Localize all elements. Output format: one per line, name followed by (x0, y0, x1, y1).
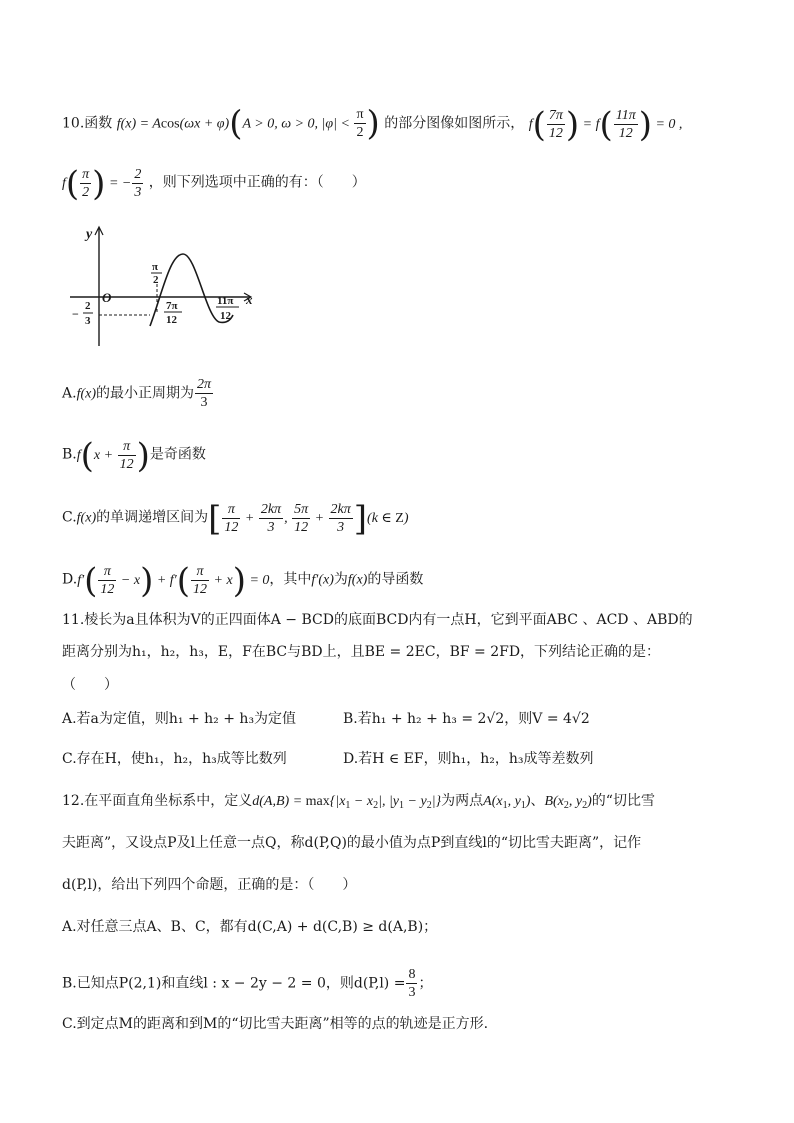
option-d-text2: 为 (333, 571, 348, 588)
q11-option-d: D.若H ∈ EF，则h₁，h₂，h₃成等差数列 (343, 751, 594, 767)
q12-prefix: 12.在平面直角坐标系中，定义 (62, 793, 253, 809)
neg-sign: − (72, 307, 79, 321)
q11-option-b: B.若h₁ + h₂ + h₃ = 2√2，则V = 4√2 (343, 711, 590, 727)
option-d-text3: 的导函数 (367, 571, 424, 588)
q11-option-a: A.若a为定值，则h₁ + h₂ + h₃为定值 (62, 711, 297, 727)
q10-pi-over-2: $\frac{\pi}{2}$ (356, 107, 364, 140)
q10-line1-suffix: 的部分图像如图所示， (384, 115, 525, 132)
q10-conditions: A > 0, ω > 0, |φ| < (242, 116, 354, 132)
q12-line2: 夫距离”，又设点P及l上任意一点Q，称d(P,Q)的最小值为点P到直线l的“切比雪夫距离”，记作 (62, 835, 642, 851)
q12-option-c: C.到定点M的距离和到M的“切比雪夫距离”相等的点的轨迹是正方形. (62, 1016, 489, 1032)
q11-line1: 11.棱长为a且体积为V的正四面体A − BCD的底面BCD内有一点H，它到平面ABC 、ACD 、ABD的 (62, 612, 693, 628)
q10-prefix: 10.函数 (62, 115, 113, 132)
11pi12-den: 12 (220, 310, 231, 322)
q12-option-b (62, 966, 432, 1001)
option-b-label: B. (62, 446, 77, 463)
q10-option-a: A.f(x)的最小正周期为 $\frac{2\pi}{3}$ (62, 377, 212, 410)
option-c-text: 的单调递增区间为 (96, 509, 209, 526)
option-d-label: D. (62, 571, 78, 588)
pi2-label-num: π (152, 261, 159, 273)
q10-graph (62, 222, 262, 350)
q11-line2: 距离分别为h₁，h₂，h₃，E，F在BC与BD上，且BE = 2EC，BF = 2FD，下列结论正确的是： (62, 644, 661, 660)
11pi12-num: 11π (217, 295, 234, 307)
q10-line1: 10.函数 f(x) = Acos(ωx + φ)(A > 0, ω > 0, |φ| < $\frac{\pi}{2}$ ) 的部分图像如图所示， f( $\frac{7\pi}{12}$ ) = f( $\frac{11\pi}{12}$ ) = 0 , (62, 103, 683, 145)
q12-option-b-num: 8 (408, 967, 416, 982)
q11-line3: （ ） (62, 677, 118, 693)
x-axis-label: x (246, 292, 253, 307)
option-c-label: C. (62, 509, 77, 526)
option-a-text: 的最小正周期为 (96, 385, 194, 402)
7pi12-num: 7π (166, 300, 178, 312)
q10-value-at-pi2: f( $\frac{\pi}{2}$ ) = − $\frac{2}{3}$ (62, 163, 142, 204)
q10-option-d: D.f′( $\frac{\pi}{12}$ − x) + f′( $\frac{\pi}{12}$ + x) = 0，其中f′(x)为f(x)的导函数 (62, 560, 424, 601)
q12-option-b-text: B.已知点P(2,1)和直线l : x − 2y − 2 = 0，则d(P,l) = (62, 975, 406, 992)
q12-option-b-den: 3 (408, 985, 416, 1000)
q10-zero-values: f( $\frac{7\pi}{12}$ ) = f( $\frac{11\pi}{12}$ ) = 0 , (528, 104, 683, 145)
q12-option-b-suffix: ； (418, 975, 433, 992)
option-d-text1: ，其中 (269, 571, 312, 588)
neg23-num: 2 (85, 300, 91, 312)
option-b-text: 是奇函数 (149, 446, 206, 463)
q12-suffix: 的“切比雪 (591, 793, 655, 809)
origin-label: O (102, 290, 112, 305)
7pi12-den: 12 (166, 314, 177, 326)
q12-mid: 为两点 (441, 793, 484, 809)
q12-line1: 12.在平面直角坐标系中，定义$d(A,B) = \max\{|x_1 - x_2|$, $|y_1 - y_2|$}为两点$A(x_1$, $y_1$)、$B(x_2$, $y_2$)的“切比雪 (62, 793, 655, 811)
q12-line3: d(P,l)，给出下列四个命题，正确的是：（ ） (62, 877, 357, 893)
pi2-label-den: 2 (153, 274, 159, 286)
q12-option-a: A.对任意三点A、B、C，都有d(C,A) + d(C,B) ≥ d(A,B)； (62, 919, 438, 935)
neg23-den: 3 (85, 315, 91, 327)
option-a-label: A. (62, 385, 77, 402)
q10-option-c: C.f(x)的单调递增区间为[ $\frac{\pi}{12}$ + $\frac{2k\pi}{3}$ , $\frac{5\pi}{12}$ + $\frac{2k\pi}{3}$ ](k ∈ Z) (62, 498, 409, 539)
q10-line2 (62, 163, 366, 204)
q10-prompt: ，则下列选项中正确的有：（ ） (148, 174, 366, 191)
q10-option-b: B.f(x + $\frac{\pi}{12}$ )是奇函数 (62, 435, 206, 476)
q10-function-def: f(x) = Acos(ωx + φ) (116, 116, 230, 132)
q11-option-c: C.存在H，使h₁，h₂，h₃成等比数列 (62, 751, 287, 767)
y-axis-label: y (86, 227, 93, 242)
